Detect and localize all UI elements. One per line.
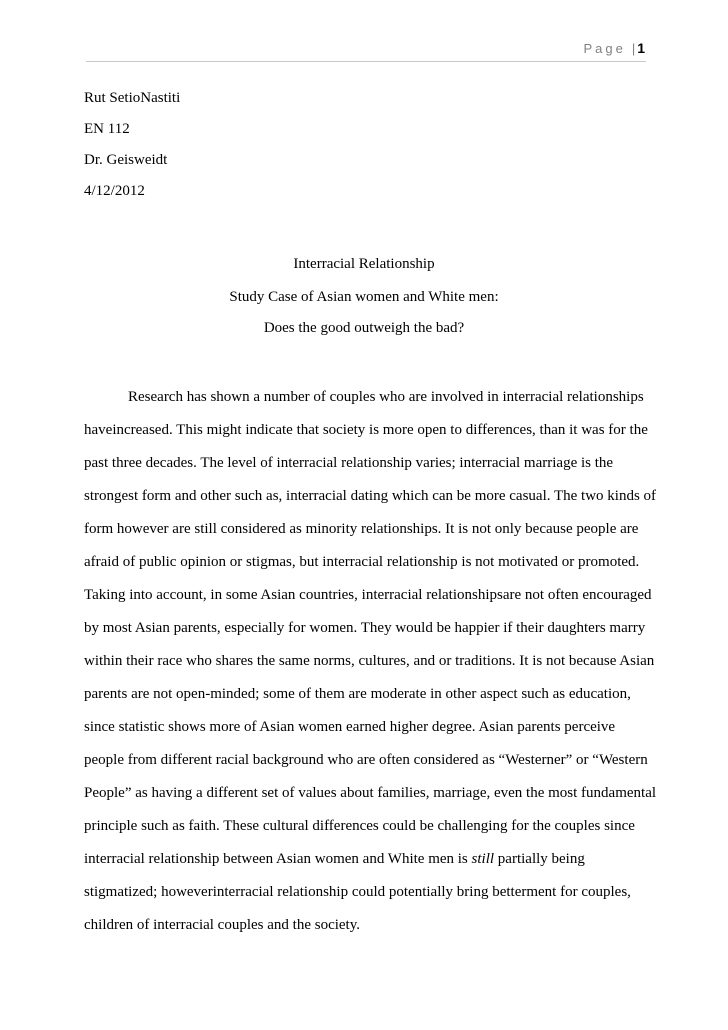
body-line: haveincreased. This might indicate that society is more open to differences, than it was for the (84, 422, 648, 438)
body-line: Taking into account, in some Asian countries, interracial relationshipsare not often encouraged (84, 587, 652, 603)
body-line (84, 850, 585, 868)
page-number: 1 (637, 40, 645, 56)
page-label: Page (583, 41, 626, 56)
body-line: principle such as faith. These cultural differences could be challenging for the couples since (84, 818, 635, 834)
essay-subtitle: Study Case of Asian women and White men: (229, 289, 499, 305)
body-line: by most Asian parents, especially for women. They would be happier if their daughters marry (84, 620, 646, 636)
essay-question: Does the good outweigh the bad? (263, 320, 465, 336)
course-name: EN 112 (84, 121, 130, 137)
body-line: form however are still considered as minority relationships. It is not only because people are (84, 521, 639, 537)
body-line: since statistic shows more of Asian women earned higher degree. Asian parents perceive (84, 719, 616, 735)
body-line: afraid of public opinion or stigmas, but interracial relationship is not motivated or promoted. (84, 554, 640, 570)
header-rule (86, 61, 646, 62)
body-line: parents are not open-minded; some of them are moderate in other aspect such as education, (84, 686, 631, 702)
body-text-segment: partially being (494, 851, 585, 867)
page-header (583, 40, 645, 56)
essay-title: Interracial Relationship (293, 256, 435, 272)
body-text-segment: interracial relationship between Asian women and White men is (84, 851, 472, 867)
italic-emphasis: still (471, 851, 495, 867)
header-separator: | (631, 41, 636, 56)
body-line: children of interracial couples and the society. (84, 917, 360, 933)
body-line: People” as having a different set of values about families, marriage, even the most fundamental (84, 785, 657, 801)
body-line: past three decades. The level of interracial relationship varies; interracial marriage is the (84, 455, 614, 471)
essay-date: 4/12/2012 (84, 183, 145, 199)
body-line: people from different racial background who are often considered as “Westerner” or “Western (84, 752, 648, 768)
author-name: Rut SetioNastiti (84, 90, 181, 106)
body-line: within their race who shares the same norms, cultures, and or traditions. It is not because Asian (84, 653, 655, 669)
instructor-name: Dr. Geisweidt (84, 152, 168, 168)
body-line: stigmatized; howeverinterracial relationship could potentially bring betterment for couples, (84, 884, 631, 900)
body-line: Research has shown a number of couples who are involved in interracial relationships (128, 389, 644, 405)
body-line: strongest form and other such as, interracial dating which can be more casual. The two kinds of (84, 488, 657, 504)
